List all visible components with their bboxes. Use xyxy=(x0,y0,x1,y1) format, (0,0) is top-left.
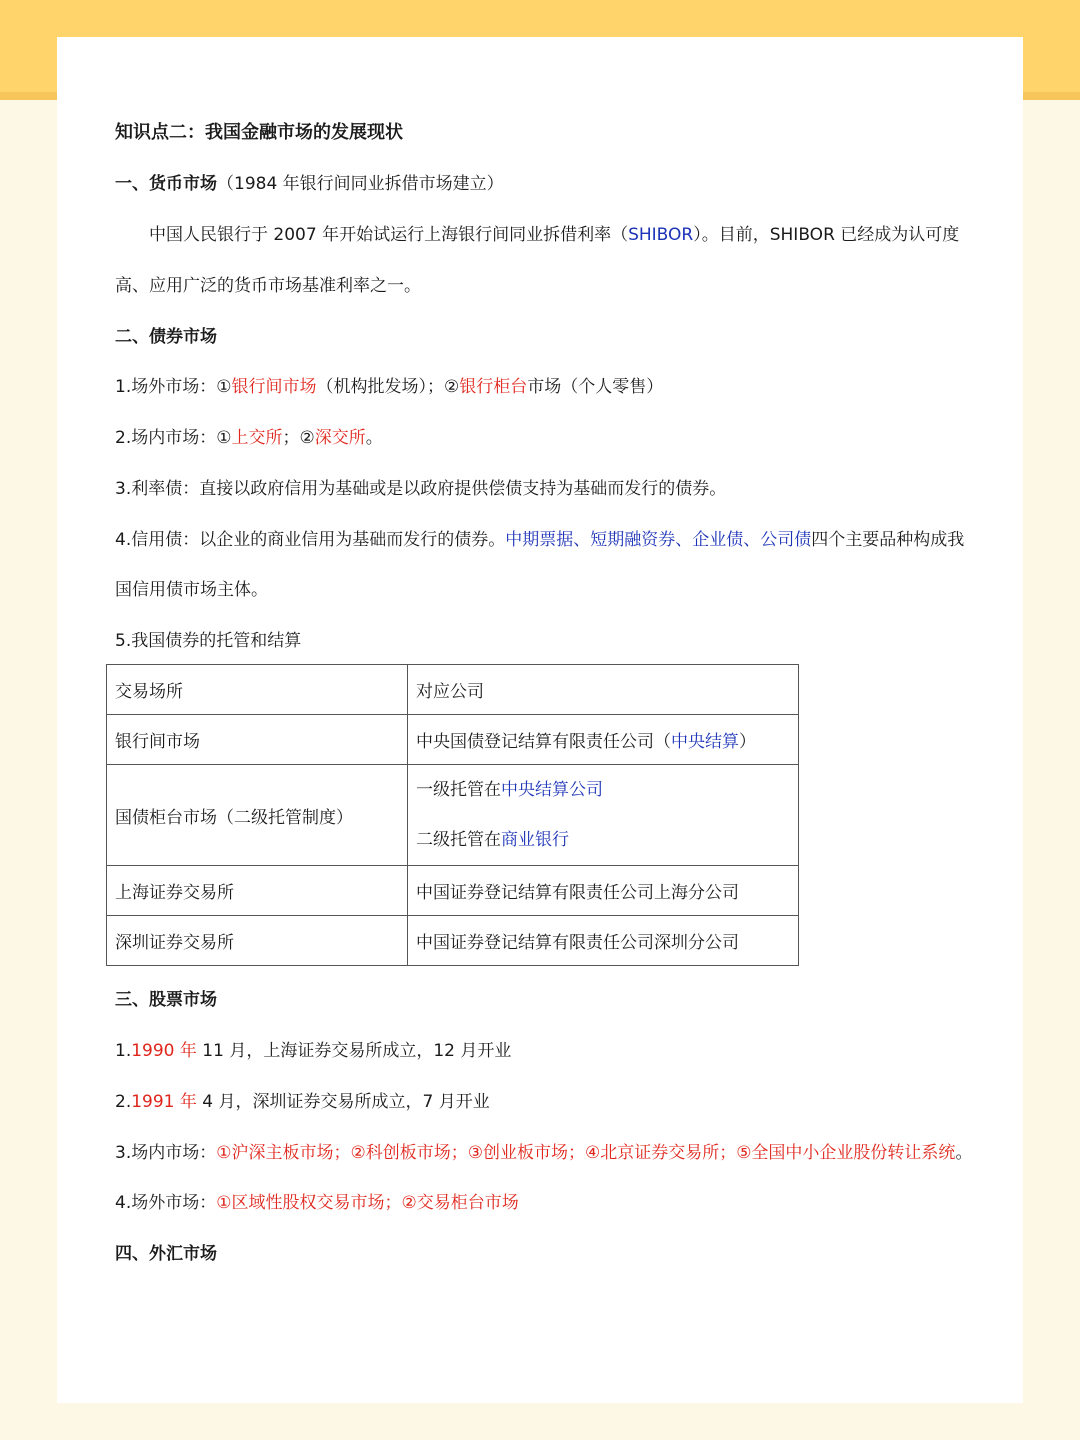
sec1-paragraph xyxy=(149,224,959,246)
sec2-item-1 xyxy=(115,376,663,398)
sec2-item-2 xyxy=(115,427,383,449)
table-row xyxy=(107,866,799,916)
cell-text: 二级托管在 xyxy=(416,830,501,850)
item-text: 市场（个人零售） xyxy=(527,377,664,397)
red-highlight: 银行柜台 xyxy=(459,377,528,397)
red-highlight: 1991 年 xyxy=(131,1092,197,1112)
blue-separator: 、 xyxy=(573,530,591,550)
page-title: 知识点二：我国金融市场的发展现状 xyxy=(115,122,403,143)
sec1-paragraph-cont: 高、应用广泛的货币市场基准利率之一。 xyxy=(115,276,421,296)
sec1-heading xyxy=(115,173,504,195)
blue-highlight: 中央结算公司 xyxy=(501,780,603,800)
red-highlight: 深交所 xyxy=(314,428,366,448)
sec3-title: 三、股票市场 xyxy=(115,990,217,1010)
custody-table xyxy=(106,664,799,966)
red-highlight: 银行间市场 xyxy=(231,377,317,397)
table-cell-venue: 上海证券交易所 xyxy=(107,866,408,916)
sec2-item-4-cont: 国信用债市场主体。 xyxy=(115,580,268,600)
red-highlight: ①区域性股权交易市场；②交易柜台市场 xyxy=(216,1193,519,1213)
sec3-item-1 xyxy=(115,1040,511,1062)
item-text: 11 月，上海证券交易所成立，12 月开业 xyxy=(196,1041,512,1061)
shibor-highlight: SHIBOR xyxy=(628,225,694,245)
item-text: 1. xyxy=(115,1041,132,1061)
item-text: ；② xyxy=(282,428,315,448)
red-highlight: 上交所 xyxy=(231,428,283,448)
item-text: 。 xyxy=(365,428,383,448)
item-text: 4.信用债：以企业的商业信用为基础而发行的债券。 xyxy=(115,530,506,550)
blue-highlight: 短期融资券 xyxy=(590,530,676,550)
blue-highlight: 中央结算 xyxy=(671,732,739,752)
table-header-row xyxy=(107,665,799,715)
table-cell-company xyxy=(408,765,799,866)
cell-line-2 xyxy=(416,815,790,865)
table-cell-company xyxy=(408,715,799,765)
table-cell-venue: 深圳证券交易所 xyxy=(107,916,408,966)
sec3-item-2 xyxy=(115,1091,490,1113)
table-cell-company: 中国证券登记结算有限责任公司上海分公司 xyxy=(408,866,799,916)
table-row xyxy=(107,916,799,966)
blue-separator: 、 xyxy=(743,530,761,550)
sec1-note: （1984 年银行间同业拆借市场建立） xyxy=(217,174,504,194)
item-text: 2. xyxy=(115,1092,132,1112)
item-text: 4.场外市场： xyxy=(115,1193,217,1213)
para-text: 中国人民银行于 2007 年开始试运行上海银行间同业拆借利率（ xyxy=(149,225,629,245)
blue-highlight: 中期票据 xyxy=(505,530,574,550)
red-highlight: 1990 年 xyxy=(131,1041,197,1061)
sec4-title: 四、外汇市场 xyxy=(115,1244,217,1264)
table-row xyxy=(107,765,799,866)
sec1-title: 一、货币市场 xyxy=(115,174,217,194)
table-cell-company: 中国证券登记结算有限责任公司深圳分公司 xyxy=(408,916,799,966)
item-text: 四个主要品种构成我 xyxy=(811,530,965,550)
cell-line-1 xyxy=(416,765,790,815)
item-text: 4 月，深圳证券交易所成立，7 月开业 xyxy=(196,1092,490,1112)
table-cell-venue: 国债柜台市场（二级托管制度） xyxy=(107,765,408,866)
blue-highlight: 商业银行 xyxy=(501,830,569,850)
blue-separator: 、 xyxy=(675,530,693,550)
paper-sheet xyxy=(57,37,1023,1403)
item-text: （机构批发场）；② xyxy=(316,377,460,397)
table-cell-venue: 银行间市场 xyxy=(107,715,408,765)
item-text: 3.场内市场： xyxy=(115,1143,217,1163)
cell-text: ） xyxy=(739,732,756,752)
sec2-item-3: 3.利率债：直接以政府信用为基础或是以政府提供偿债支持为基础而发行的债券。 xyxy=(115,479,727,499)
table-header-venue: 交易场所 xyxy=(107,665,408,715)
table-row xyxy=(107,715,799,765)
sec2-item-4 xyxy=(115,529,964,551)
blue-highlight: 企业债 xyxy=(692,530,744,550)
sec2-item-5: 5.我国债券的托管和结算 xyxy=(115,631,302,651)
item-text: 1.场外市场：① xyxy=(115,377,232,397)
para-text: ）。目前，SHIBOR 已经成为认可度 xyxy=(693,225,960,245)
cell-text: 中央国债登记结算有限责任公司（ xyxy=(416,732,671,752)
sec3-item-4 xyxy=(115,1192,519,1214)
blue-highlight: 公司债 xyxy=(760,530,812,550)
item-text: 。 xyxy=(955,1143,973,1163)
sec2-title: 二、债券市场 xyxy=(115,327,217,347)
red-highlight: ①沪深主板市场；②科创板市场；③创业板市场；④北京证券交易所；⑤全国中小企业股份转让系统 xyxy=(216,1143,956,1163)
sec3-item-3 xyxy=(115,1142,972,1164)
table-header-company: 对应公司 xyxy=(408,665,799,715)
cell-text: 一级托管在 xyxy=(416,780,501,800)
item-text: 2.场内市场：① xyxy=(115,428,232,448)
